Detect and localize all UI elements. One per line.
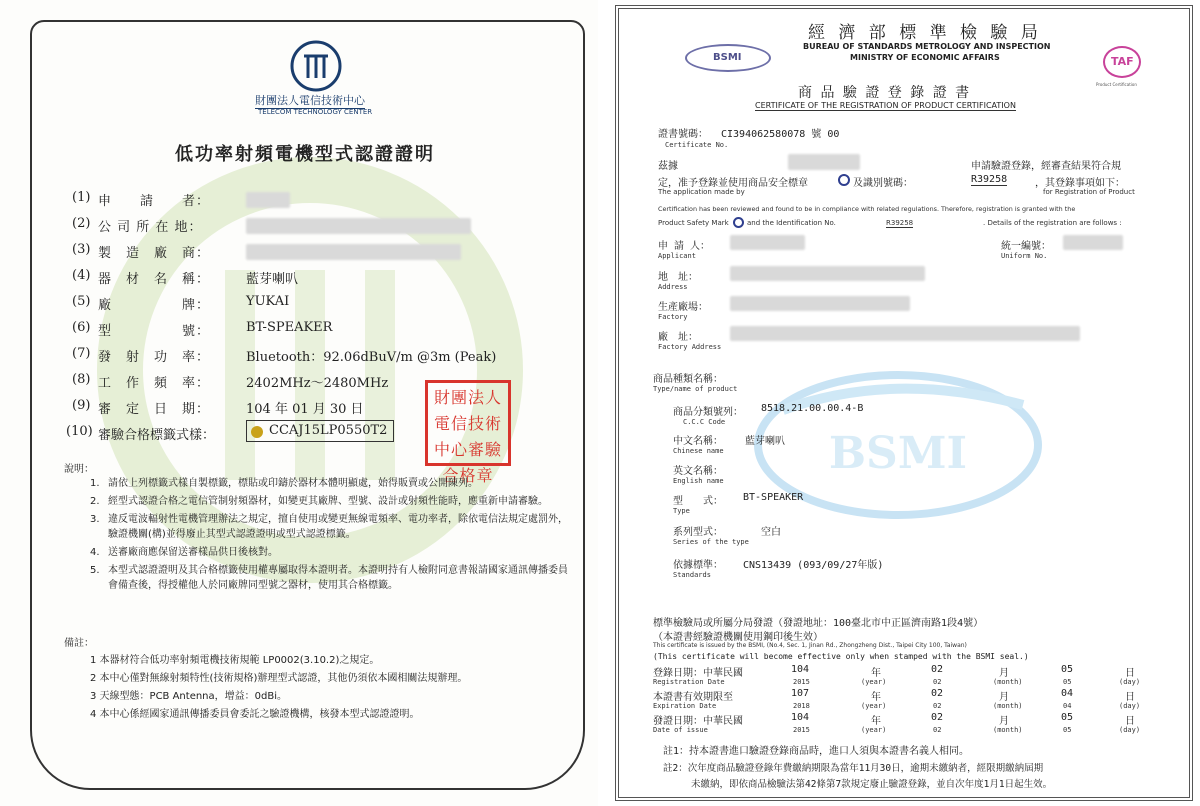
note-item: 2. 經型式認證合格之電信管制射頻器材，如變更其廠牌、型號、設計或射頻性能時，應重新申請審驗。 [90,496,548,507]
year-unit-en: (year) [861,702,887,710]
field-value: 104 年 01 月 30 日 [246,402,364,417]
bureau-name-cn: 經 濟 部 標 準 檢 驗 局 [808,23,1042,43]
field-label: 審驗合格標籤式樣： [98,428,216,443]
day-unit-en: (day) [1119,726,1141,734]
redacted-value [788,154,860,170]
field-value: 藍芽喇叭 [246,272,299,287]
date-month-en: 02 [933,702,942,710]
year-unit-en: (year) [861,678,887,686]
factory-address-label: 廠 址： [658,332,698,343]
remark-item: 2 本中心僅對無線射頻特性(技術規格)辦理型式認證，其他仍須依本國相關法規辦理。 [90,673,468,684]
redacted-value [246,244,461,260]
app-text-d: ，其登錄事項如下： [1035,178,1125,189]
month-unit: 月 [999,692,1009,703]
app-text-b: 定，准予登錄並使用商品安全標章 [658,178,808,189]
date-day-en: 04 [1063,702,1072,710]
taf-caption: Product Certification [1096,82,1137,87]
note-item: 3. 違反電波輻射性電機管理辦法之規定，擅自使用或變更無線電頻率、電功率者，除依電信法規定處罰外，驗證機關(構)並得廢止其型式認證證明或型式認證標籤。 [90,514,568,540]
month-unit: 月 [999,668,1009,679]
field-label: 器 材 名 稱： [98,272,211,287]
field-value: BT-SPEAKER [246,320,333,335]
year-unit: 年 [871,692,881,703]
chinese-name-label-en: Chinese name [673,447,724,455]
applicant-label: 申 請 人： [658,241,711,252]
red-seal: 財團法人電信技術中心審驗合格章 [425,380,511,466]
type-label-en: Type [673,507,690,515]
field-label: 廠 牌： [98,298,211,313]
applicant-label-en: Applicant [658,252,696,260]
field-label: 工 作 頻 率： [98,376,211,391]
issue-note-cn: （本證書經驗證機關使用鋼印後生效） [653,632,823,643]
en-line-2: Certification has been reviewed and found to be in compliance with related regulations. Therefore, registration is granted with the [658,205,1076,213]
org-name-cn: 財團法人電信技術中心 [255,94,365,107]
certificate-title-en: CERTIFICATE OF THE REGISTRATION OF PRODUCT CERTIFICATION [755,101,1016,110]
date-label: 登錄日期：中華民國 [653,668,743,679]
field-no: (1) [72,190,91,205]
field-value: Bluetooth：92.06dBuV/m @3m (Peak) [246,350,497,365]
en-line-3b: and the Identification No. [747,219,836,227]
month-unit-en: (month) [993,678,1023,686]
redacted-value [246,192,290,208]
issue-note-en: (This certificate will become effective only when stamped with the BSMI seal.) [653,652,1029,661]
date-day-en: 05 [1063,678,1072,686]
remarks-list [90,652,467,724]
field-label: 型 號： [98,324,211,339]
day-unit-en: (day) [1119,678,1141,686]
bsmi-certificate [603,0,1200,806]
ministry-name-en: MINISTRY OF ECONOMIC AFFAIRS [850,53,1000,62]
certificate-title-cn: 商 品 驗 證 登 錄 證 書 [798,85,972,101]
date-label: 發證日期：中華民國 [653,716,743,727]
product-name-label-en: Type/name of product [653,385,738,393]
date-day: 05 [1061,664,1074,675]
field-label: 製 造 廠 商： [98,246,211,261]
taf-logo: TAF [1103,46,1141,78]
date-month: 02 [931,688,944,699]
date-month: 02 [931,664,944,675]
en-line-3c: R39258 [886,219,914,227]
address-label: 地 址： [658,272,698,283]
bsmi-logo: BSMI [685,44,771,72]
english-name-label: 英文名稱： [673,466,723,477]
bureau-name-en: BUREAU OF STANDARDS METROLOGY AND INSPECTION [803,42,1051,51]
month-unit-en: (month) [993,702,1023,710]
date-year-en: 2015 [793,726,810,734]
date-day: 04 [1061,688,1074,699]
ttc-logo-icon [288,38,344,94]
redacted-value [730,296,910,311]
field-no: (3) [72,242,91,257]
note-item: 4. 送審廠商應保留送審樣品供日後核對。 [90,547,278,558]
cert-no-value: CI394062580078 號 00 [721,129,840,140]
remarks-heading: 備註： [64,638,94,649]
date-month-en: 02 [933,678,942,686]
type-label: 型 式： [673,496,723,507]
label-sample [246,420,394,442]
series-value: 空白 [761,527,781,538]
note-item: 5. 本型式認證證明及其合格標籤使用權專屬取得本證明者。本證明持有人檢附同意書報請國家通訊傳播委員會備查後，得授權他人於同廠牌同型號之器材，使用其合格標籤。 [90,565,568,591]
remark-item: 3 天線型態：PCB Antenna，增益：0dBi。 [90,691,287,702]
date-label-en: Registration Date [653,678,725,686]
redacted-value [1063,235,1123,250]
safety-mark-icon [733,217,744,228]
note-2b: 未繳納，即依商品檢驗法第42條第7款規定廢止驗證登錄，並自次年度1月1日起生效。 [691,779,1053,790]
remark-item: 1 本器材符合低功率射頻電機技術規範 LP0002(3.10.2)之規定。 [90,655,380,666]
date-year: 104 [791,712,810,723]
year-unit: 年 [871,668,881,679]
uniform-label: 統一編號： [1001,241,1051,252]
english-name-label-en: English name [673,477,724,485]
address-label-en: Address [658,283,688,291]
note-1: 註1：持本證書進口驗證登錄商品時，進口人須與本證書名義人相同。 [663,746,970,757]
date-year-en: 2015 [793,678,810,686]
date-day-en: 05 [1063,726,1072,734]
day-unit-en: (day) [1119,702,1141,710]
cert-no-label: 證書號碼： [658,129,708,140]
day-unit: 日 [1125,716,1135,727]
field-value: YUKAI [246,294,290,309]
date-year: 107 [791,688,810,699]
field-no: (5) [72,294,91,309]
factory-label: 生產廠場： [658,302,708,313]
field-label: 發 射 功 率： [98,350,211,365]
ccc-value: 8518.21.00.00.4-B [761,403,864,414]
day-unit: 日 [1125,692,1135,703]
org-name-en: TELECOM TECHNOLOGY CENTER [258,108,373,116]
factory-label-en: Factory [658,313,688,321]
ccc-label-en: C.C.C Code [683,418,726,426]
chinese-name-label: 中文名稱： [673,436,723,447]
field-label: 申 請 者： [98,194,211,209]
en-line-3d: . Details of the registration are follows : [983,219,1122,227]
type-value: BT-SPEAKER [743,492,804,503]
remark-item: 4 本中心係經國家通訊傳播委員會委託之驗證機構，核發本型式認證證明。 [90,709,420,720]
app-text-c: 及識別號碼： [853,178,913,189]
field-no: (8) [72,372,91,387]
redacted-value [730,235,805,250]
uniform-label-en: Uniform No. [1001,252,1048,260]
note-2a: 註2：次年度商品驗證登錄年費繳納期限為當年11月30日，逾期未繳納者，經限期繳納屆期 [663,763,1044,774]
en-made-by: The application made by [658,188,745,196]
field-no: (2) [72,216,91,231]
issue-statement-en: This certificate is issued by the BSMI, (No.4, Sec. 1, Jinan Rd., Zhongzheng Dist., Taipei City 100, Taiwan) [653,642,967,649]
notes-heading: 說明： [64,464,94,475]
svg-text:BSMI: BSMI [828,428,968,479]
month-unit-en: (month) [993,726,1023,734]
en-for-reg: for Registration of Product [1043,188,1135,196]
standards-label-en: Standards [673,571,711,579]
series-label-en: Series of the type [673,538,749,546]
field-no: (10) [66,424,93,439]
label-code: CCAJ15LP0550T2 [269,423,388,438]
field-no: (9) [72,398,91,413]
year-unit: 年 [871,716,881,727]
date-year: 104 [791,664,810,675]
cert-no-en: Certificate No. [665,141,729,149]
date-label-en: Expiration Date [653,702,717,710]
redacted-value [730,266,925,281]
month-unit: 月 [999,716,1009,727]
day-unit: 日 [1125,668,1135,679]
app-id: R39258 [971,174,1008,185]
safety-mark-icon [838,174,850,186]
date-label: 本證書有效期限至 [653,692,733,703]
redacted-value [246,218,471,234]
factory-address-label-en: Factory Address [658,343,722,351]
date-year-en: 2018 [793,702,810,710]
basis-label: 茲據 [658,161,678,172]
redacted-value [730,326,1080,341]
en-line-3a: Product Safety Mark [658,219,729,227]
app-text-a: 申請驗證登錄，經審查結果符合規 [971,161,1121,172]
chinese-name-value: 藍芽喇叭 [745,436,785,447]
date-month: 02 [931,712,944,723]
ccc-label: 商品分類號列： [673,407,743,418]
field-no: (7) [72,346,91,361]
standards-label: 依據標準： [673,560,723,571]
field-no: (4) [72,268,91,283]
product-name-label: 商品種類名稱： [653,374,723,385]
date-month-en: 02 [933,726,942,734]
date-label-en: Date of issue [653,726,708,734]
year-unit-en: (year) [861,726,887,734]
ttc-certificate [0,0,598,806]
series-label: 系列型式： [673,527,723,538]
bsmi-watermark [753,360,1043,530]
field-label: 公 司 所 在 地： [98,220,203,235]
certificate-title: 低功率射頻電機型式認證證明 [175,144,435,165]
issue-statement-cn: 標準檢驗局或所屬分局發證（發證地址：100臺北市中正區濟南路1段4號） [653,618,984,629]
note-item: 1. 請依上列標籤式樣自製標籤，標貼或印鑄於器材本體明顯處，始得販賣或公開陳列。 [90,478,478,489]
field-no: (6) [72,320,91,335]
field-value: 2402MHz～2480MHz [246,376,389,391]
ttc-mark-icon [251,426,263,438]
date-day: 05 [1061,712,1074,723]
field-label: 審 定 日 期： [98,402,211,417]
standards-value: CNS13439 (093/09/27年版) [743,560,884,571]
notes-list [90,476,570,596]
